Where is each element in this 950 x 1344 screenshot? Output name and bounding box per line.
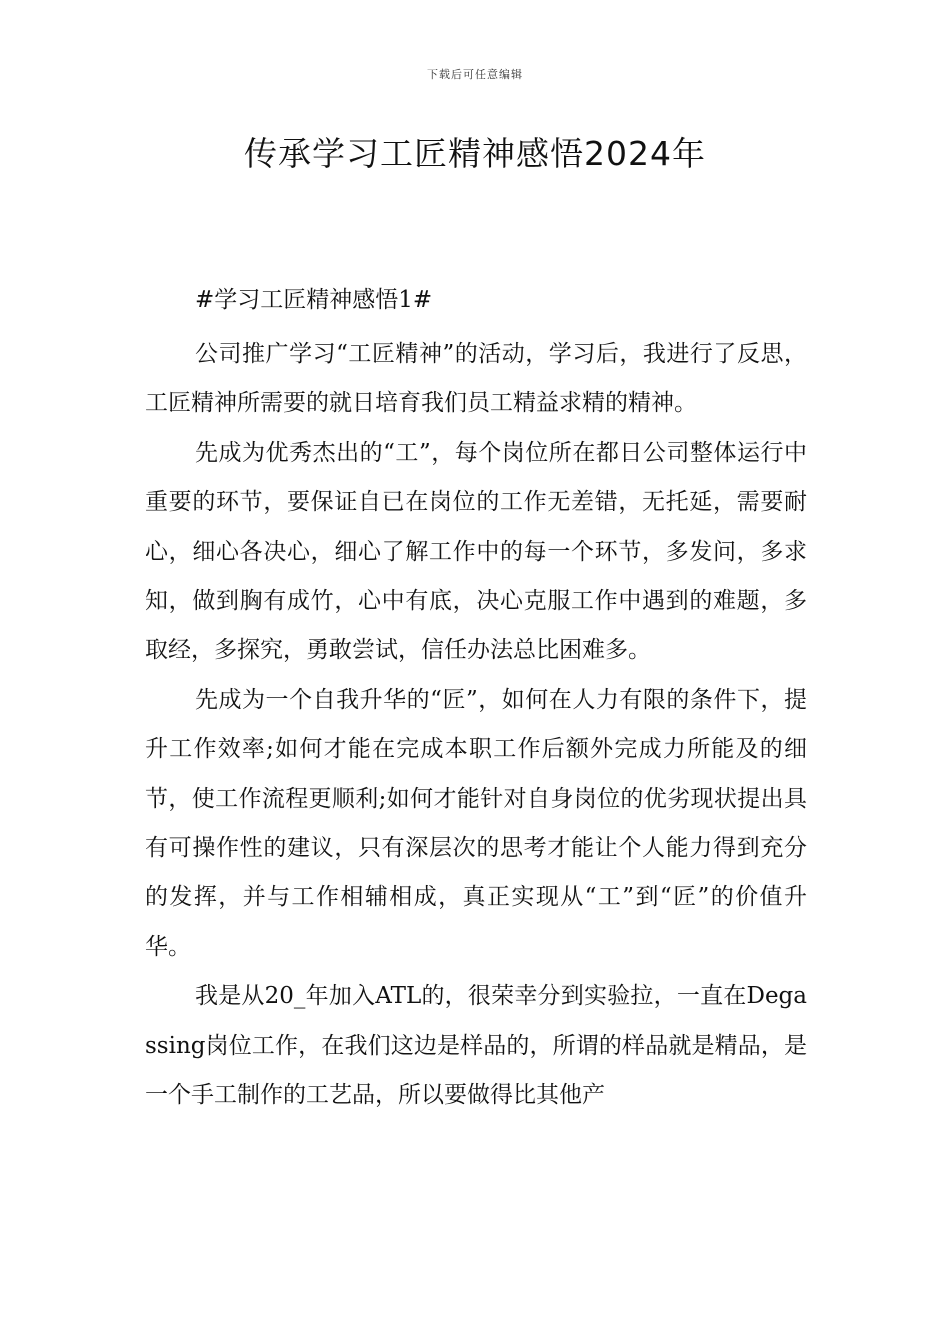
document-body (145, 282, 807, 1121)
paragraph-1: 公司推广学习“工匠精神”的活动，学习后，我进行了反思，工匠精神所需要的就日培育我们员工精益求精的精神。 (145, 341, 807, 417)
paragraph-2: 先成为优秀杰出的“工”，每个岗位所在都日公司整体运行中重要的环节，要保证自已在岗位的工作无差错，无托延，需要耐心，细心各决心，细心了解工作中的每一个环节，多发问，多求知，做到胸有成竹，心中有底，决心克服工作中遇到的难题，多取经，多探究，勇敢尝试，信任办法总比困难多。 (145, 439, 807, 664)
header-note: 下载后可任意编辑 (427, 68, 523, 81)
document-title: 传承学习工匠精神感悟2024年 (244, 134, 706, 173)
section-heading: #学习工匠精神感悟1# (195, 287, 433, 313)
paragraph-4: 我是从20_年加入ATL的，很荣幸分到实验拉，一直在Degassing岗位工作，在我们这边是样品的，所谓的样品就是精品，是一个手工制作的工艺品，所以要做得比其他产 (145, 983, 807, 1109)
paragraph-3: 先成为一个自我升华的“匠”，如何在人力有限的条件下，提升工作效率;如何才能在完成本职工作后额外完成力所能及的细节，使工作流程更顺利;如何才能针对自身岗位的优劣现状提出具有可操作性的建议，只有深层次的思考才能让个人能力得到充分的发挥，并与工作相辅相成，真正实现从“工”到“匠”的价值升华。 (145, 686, 807, 960)
